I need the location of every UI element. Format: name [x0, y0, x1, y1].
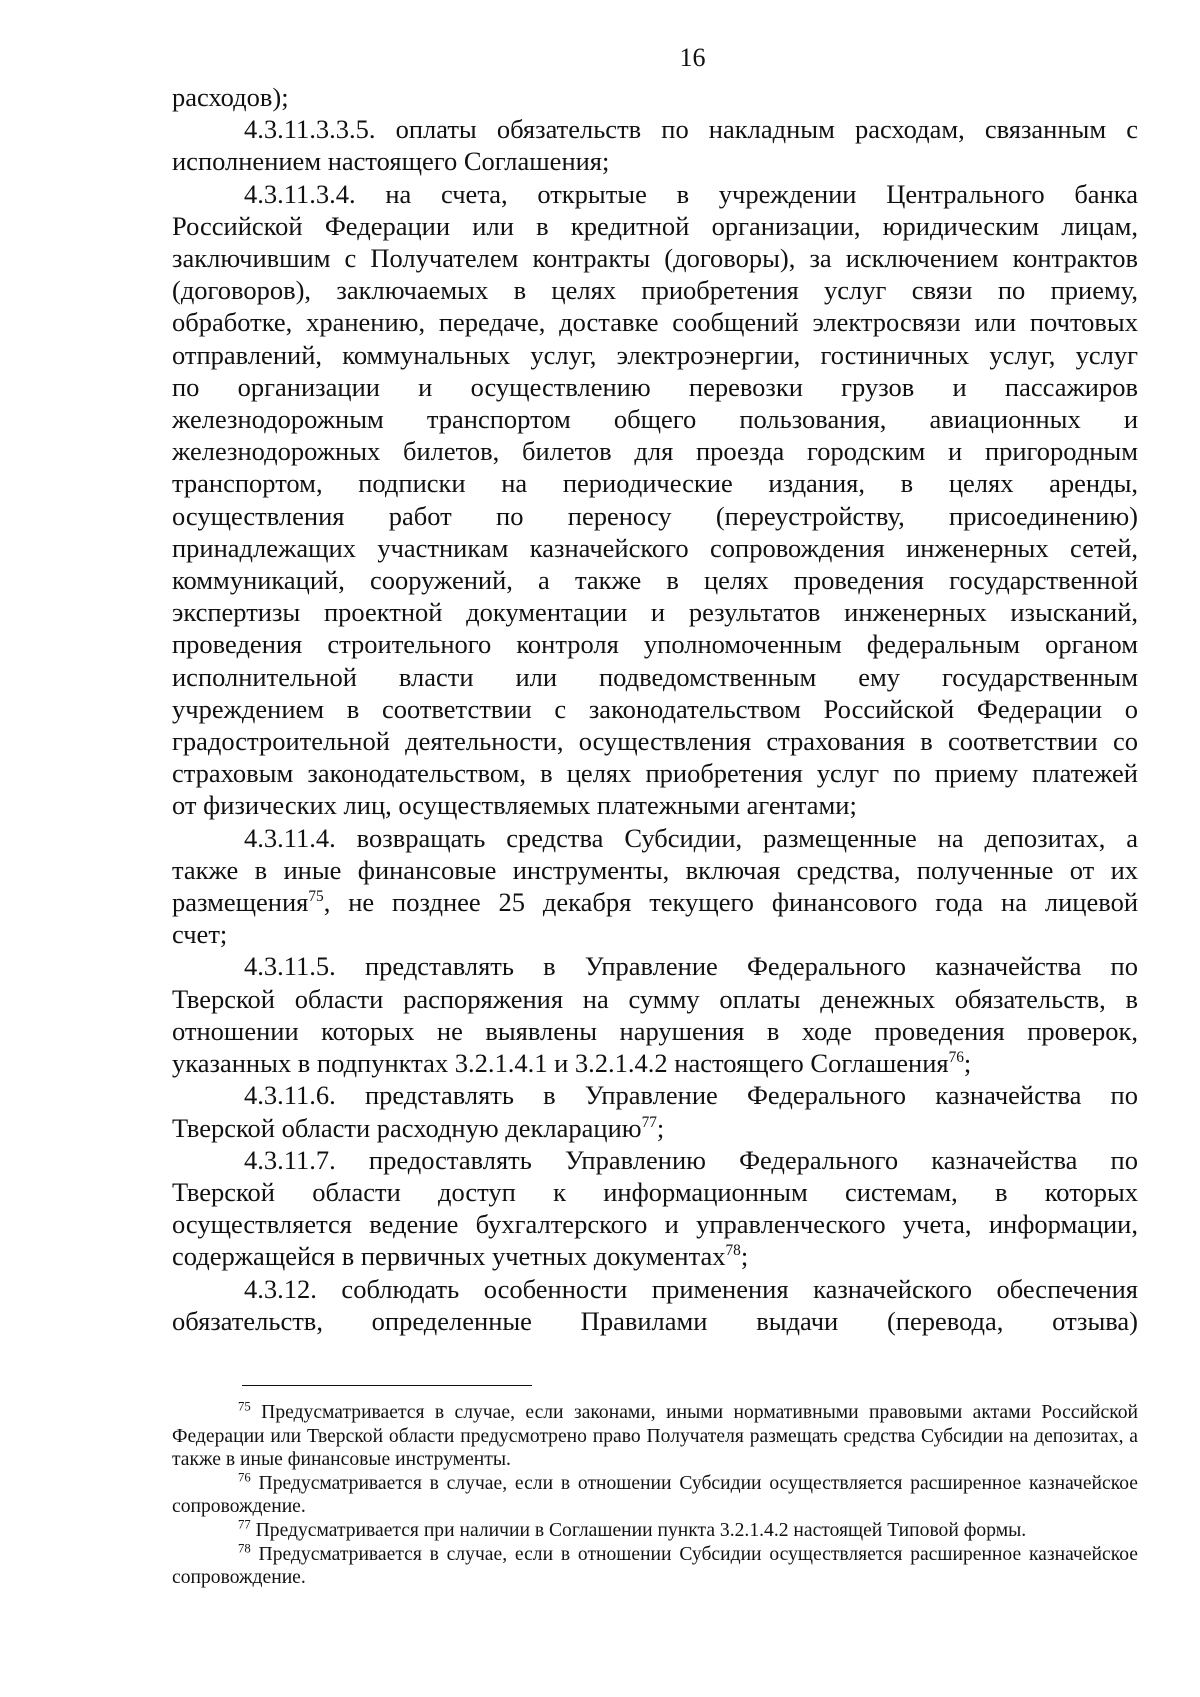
- footnote-number: 77: [238, 1517, 251, 1532]
- text-line: коммуникаций, сооружений, а также в целях проведения государственной: [172, 565, 1138, 596]
- footnote: $^{75}$ Предусматривается в случае, если законами, иными нормативными правовыми актами Российской Федерации или Тверской области предусмотрено право Получателя размещать средства Субсидии на депозитах, а также в иные финансовые инструменты.: [172, 1399, 1138, 1471]
- footnotes: [172, 1401, 1138, 1590]
- text-line: по организации и осуществлению перевозки грузов и пассажиров: [172, 371, 1138, 402]
- text-line: 4.3.11.7. предоставлять Управлению Федерального казначейства по: [244, 1144, 1138, 1175]
- text-line: обработке, хранению, передаче, доставке сообщений электросвязи или почтовых: [172, 307, 1138, 338]
- footnote: $^{78}$ Предусматривается в случае, если в отношении Субсидии осуществляется расширенное казначейское сопровождение.: [172, 1541, 1138, 1589]
- text-line: содержащейся в первичных учетных документах$^{78}$;: [172, 1241, 749, 1272]
- text-line: Тверской области расходную декларацию$^{77}$;: [172, 1112, 665, 1143]
- footnote: $^{77}$ Предусматривается при наличии в Соглашении пункта 3.2.1.4.2 настоящей Типовой формы.: [238, 1517, 1027, 1541]
- footnote-separator: [242, 1385, 532, 1386]
- text-line: (договоров), заключаемых в целях приобретения услуг связи по приему,: [172, 275, 1138, 306]
- text-line: 4.3.11.6. представлять в Управление Федерального казначейства по: [244, 1080, 1138, 1111]
- text-line: транспортом, подписки на периодические издания, в целях аренды,: [172, 468, 1138, 499]
- footnote-ref: 75: [308, 888, 324, 906]
- text-line: также в иные финансовые инструменты, включая средства, полученные от их: [172, 854, 1138, 885]
- text-line: заключившим с Получателем контракты (договоры), за исключением контрактов: [172, 243, 1138, 274]
- text-line: осуществления работ по переносу (переустройству, присоединению): [172, 500, 1138, 531]
- text-line: 4.3.12. соблюдать особенности применения казначейского обеспечения: [244, 1273, 1138, 1304]
- text-line: 4.3.11.5. представлять в Управление Федерального казначейства по: [244, 951, 1138, 982]
- footnote-ref: 78: [725, 1242, 741, 1260]
- text-line: принадлежащих участникам казначейского сопровождения инженерных сетей,: [172, 532, 1138, 563]
- text-line: отношении которых не выявлены нарушения в ходе проведения проверок,: [172, 1015, 1138, 1046]
- footnote-number: 75: [238, 1399, 251, 1414]
- text-line: железнодорожным транспортом общего пользования, авиационных и: [172, 404, 1138, 435]
- text-line: экспертизы проектной документации и результатов инженерных изысканий,: [172, 597, 1138, 628]
- text-line: учреждением в соответствии с законодательством Российской Федерации о: [172, 693, 1138, 724]
- text-line: 4.3.11.3.4. на счета, открытые в учреждении Центрального банка: [244, 178, 1138, 209]
- text-line: размещения$^{75}$, не позднее 25 декабря текущего финансового года на лицевой: [172, 887, 1138, 918]
- text-line: градостроительной деятельности, осуществления страхования в соответствии со: [172, 726, 1138, 757]
- footnote: $^{76}$ Предусматривается в случае, если в отношении Субсидии осуществляется расширенное казначейское сопровождение.: [172, 1470, 1138, 1518]
- text-line: счет;: [172, 919, 228, 950]
- text-line: расходов);: [172, 82, 289, 112]
- text-line: указанных в подпунктах 3.2.1.4.1 и 3.2.1.4.2 настоящего Соглашения$^{76}$;: [172, 1048, 972, 1079]
- text-line: осуществляется ведение бухгалтерского и управленческого учета, информации,: [172, 1209, 1138, 1240]
- page-number: 16: [679, 43, 706, 72]
- text-line: проведения строительного контроля уполномоченным федеральным органом: [172, 629, 1138, 660]
- text-line: от физических лиц, осуществляемых платежными агентами;: [172, 790, 857, 821]
- body-text: [172, 81, 1138, 1337]
- text-line: обязательств, определенные Правилами выдачи (перевода, отзыва): [172, 1305, 1138, 1336]
- text-line: страховым законодательством, в целях приобретения услуг по приему платежей: [172, 758, 1138, 789]
- text-line: Тверской области распоряжения на сумму оплаты денежных обязательств, в: [172, 983, 1138, 1014]
- footnote-number: 78: [238, 1541, 251, 1556]
- text-line: Тверской области доступ к информационным системам, в которых: [172, 1176, 1138, 1207]
- text-line: отправлений, коммунальных услуг, электроэнергии, гостиничных услуг, услуг: [172, 339, 1138, 370]
- text-line: исполнением настоящего Соглашения;: [172, 146, 610, 177]
- footnote-ref: 76: [948, 1049, 964, 1067]
- text-line: 4.3.11.4. возвращать средства Субсидии, размещенные на депозитах, а: [244, 822, 1138, 853]
- text-line: Российской Федерации или в кредитной организации, юридическим лицам,: [172, 210, 1138, 241]
- footnote-ref: 77: [641, 1113, 657, 1131]
- text-line: исполнительной власти или подведомственным ему государственным: [172, 661, 1138, 692]
- footnote-number: 76: [238, 1470, 251, 1485]
- text-line: железнодорожных билетов, билетов для проезда городским и пригородным: [172, 436, 1138, 467]
- text-line: 4.3.11.3.3.5. оплаты обязательств по накладным расходам, связанным с: [244, 114, 1138, 145]
